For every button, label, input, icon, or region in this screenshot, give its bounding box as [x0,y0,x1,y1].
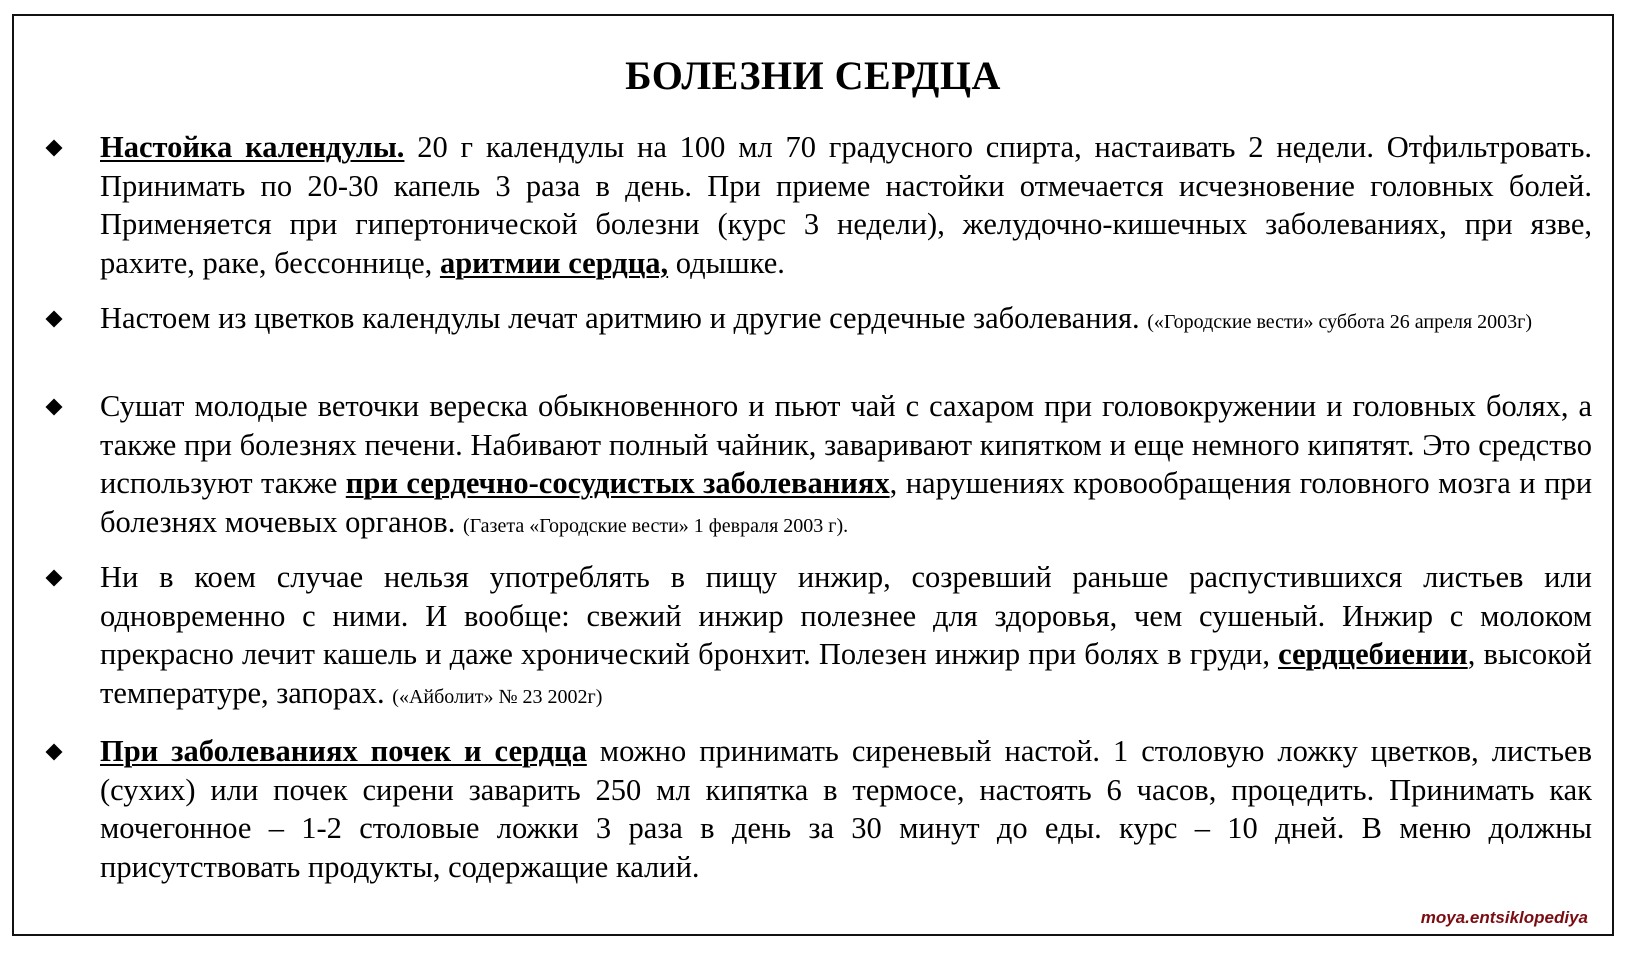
page-title: БОЛЕЗНИ СЕРДЦА [625,53,1001,98]
list-item [100,732,1592,886]
item-text: При заболеваниях почек и сердца можно принимать сиреневый настой. 1 столовую ложку цветков, листьев (сухих) или почек сирени заварить 250 мл кипятка в термосе, настоять 6 часов, процедить. Принимать как мочегонное – 1-2 столовые ложки 3 раза в день за 30 минут до еды. курс – 10 дней. В меню должны присутствовать продукты, содержащие калий. [100,734,1592,884]
highlight-term: аритмии сердца, [439,245,669,280]
highlight-term: При заболеваниях почек и сердца [100,734,587,768]
remedy-list [14,16,1612,934]
diamond-bullet-icon [46,399,63,416]
list-item [100,558,1592,716]
list-item [100,299,1592,342]
list-item [100,387,1592,545]
diamond-bullet-icon [46,140,63,157]
item-text: Ни в коем случае нельзя употреблять в пищу инжир, созревший раньше распустившихся листьев или одновременно с ними. И вообще: свежий инжир полезнее для здоровья, чем сушеный. Инжир с молоком прекрасно лечит кашель и даже хронический бронхит. Полезен инжир при болях в груди, сердцебиении, высокой температуре, запорах. («Айболит» № 23 2002г) [100,560,1592,710]
highlight-term: Настойка календулы. [100,130,405,164]
source-citation: («Городские вести» суббота 26 апреля 2003г) [1147,311,1533,333]
diamond-bullet-icon [46,311,63,328]
source-citation: («Айболит» № 23 2002г) [392,685,603,708]
source-citation: (Газета «Городские вести» 1 февраля 2003 г). [462,514,849,537]
diamond-bullet-icon [46,744,63,761]
highlight-term: сердцебиении [1278,637,1468,671]
item-text: Настойка календулы. 20 г календулы на 100 мл 70 градусного спирта, настаивать 2 недели. Отфильтровать. Принимать по 20-30 капель 3 раза в день. При приеме настойки отмечается исчезновение головных болей. Применяется при гипертонической болезни (курс 3 недели), желудочно-кишечных заболеваниях, при язве, рахите, раке, бессоннице, аритмии сердца, одышке. [100,130,1592,280]
item-text: Настоем из цветков календулы лечат аритмию и другие сердечные заболевания. («Городские вести» суббота 26 апреля 2003г) [100,301,1533,335]
diamond-bullet-icon [46,570,63,587]
item-text: Сушат молодые веточки вереска обыкновенного и пьют чай с сахаром при головокружении и головных болях, а также при болезнях печени. Набивают полный чайник, заваривают кипятком и еще немного кипятят. Это средство используют также при сердечно-сосудистых заболеваниях, нарушениях кровообращения головного мозга и при болезнях мочевых органов. (Газета «Городские вести» 1 февраля 2003 г). [100,389,1593,539]
list-item [100,128,1592,282]
document-frame [12,14,1614,936]
highlight-term: при сердечно-сосудистых заболеваниях [345,466,890,500]
watermark: moya.entsiklopediya [1420,908,1588,927]
